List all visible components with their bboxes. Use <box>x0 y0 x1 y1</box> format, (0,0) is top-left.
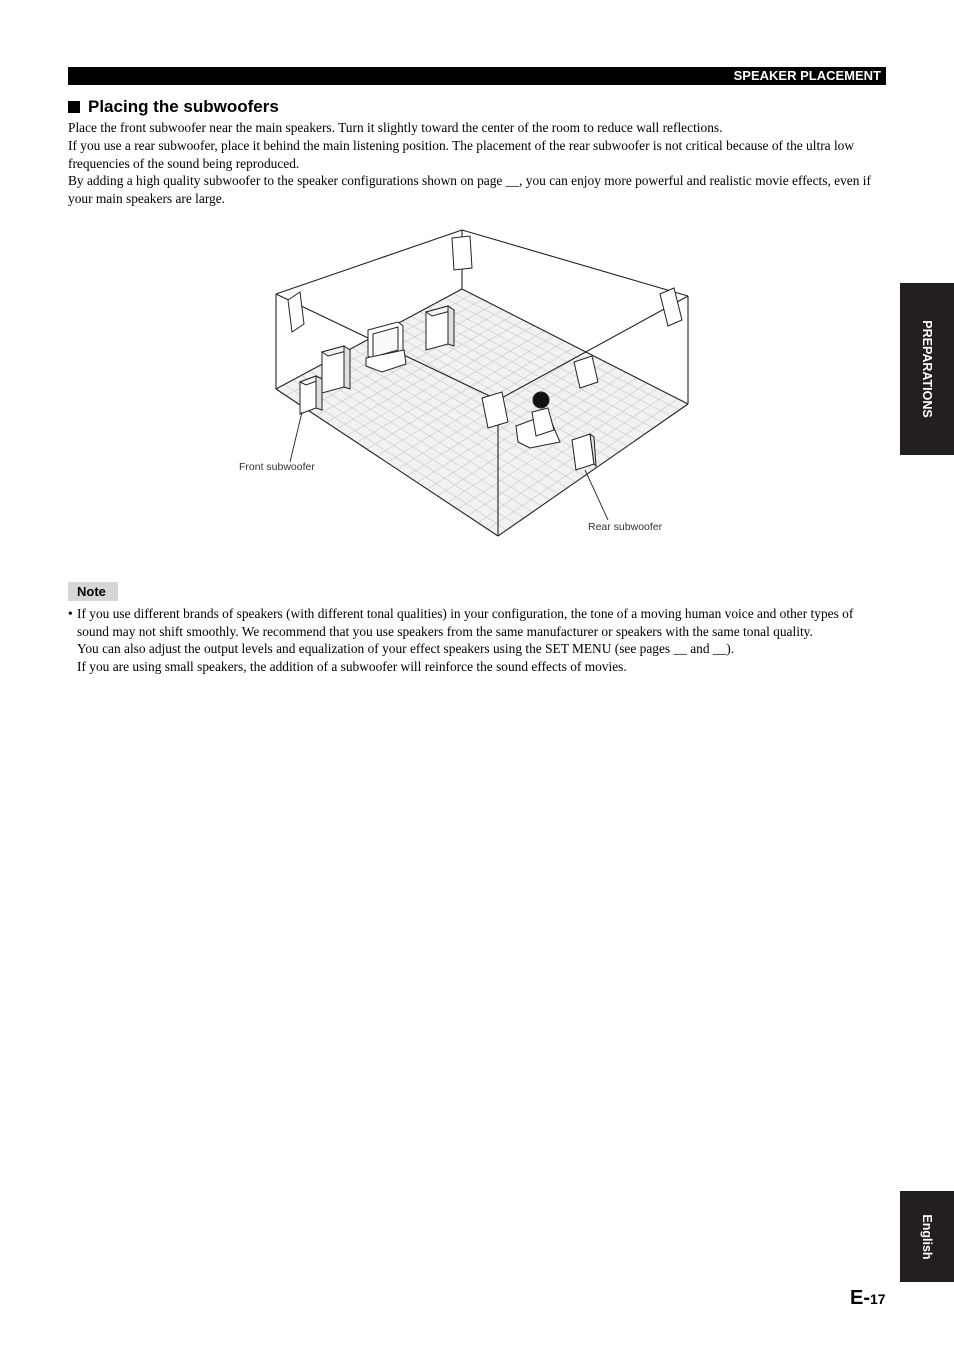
rear-subwoofer-leader <box>585 470 608 520</box>
preparations-tab-label: PREPARATIONS <box>920 320 934 418</box>
language-tab-label: English <box>920 1213 934 1260</box>
note-bullet-item <box>68 605 880 640</box>
note-label: Note <box>68 582 118 601</box>
note-first-line: If you use different brands of speakers (with different tonal qualities) in your configuration, the tone of a moving human voice and other types of sound may not shift smoothly. We recommend that you use speakers from the same manufacturer or speakers with the same tonal quality. <box>77 606 854 639</box>
paragraph-rear-subwoofer: If you use a rear subwoofer, place it behind the main listening position. The placement of the rear subwoofer is not critical because of the ultra low frequencies of the sound being reproduced. <box>68 137 855 171</box>
section-body <box>68 119 878 208</box>
front-left-speaker-icon <box>322 346 350 393</box>
television-icon <box>366 322 406 372</box>
room-floor <box>276 289 688 536</box>
front-subwoofer-icon <box>300 376 322 414</box>
note-third-line: If you are using small speakers, the addition of a subwoofer will reinforce the sound effects of movies. <box>77 658 627 674</box>
left-wall-speaker-icon <box>288 292 304 332</box>
language-tab <box>900 1191 954 1282</box>
front-right-speaker-icon <box>426 306 454 350</box>
rear-subwoofer-icon <box>572 434 596 470</box>
section-heading <box>68 96 279 118</box>
section-header-label: SPEAKER PLACEMENT <box>733 68 881 83</box>
black-square-icon <box>68 101 80 113</box>
section-title: Placing the subwoofers <box>88 97 279 116</box>
note-second-line: You can also adjust the output levels and equalization of your effect speakers using the SET MENU (see pages __ and __). <box>77 641 735 657</box>
section-header-bar <box>68 67 886 85</box>
page-digits: 17 <box>870 1291 886 1307</box>
rear-subwoofer-label: Rear subwoofer <box>588 521 663 533</box>
note-body <box>68 605 880 675</box>
bullet-icon: • <box>68 606 73 621</box>
page-number <box>850 1287 886 1310</box>
center-wall-speaker-icon <box>452 236 472 270</box>
front-subwoofer-leader <box>290 412 302 462</box>
room-diagram-svg <box>236 224 706 546</box>
front-subwoofer-label: Front subwoofer <box>239 461 315 473</box>
paragraph-high-quality: By adding a high quality subwoofer to the speaker configurations shown on page __, you can enjoy more powerful and realistic movie effects, even if your main speakers are large. <box>68 173 871 207</box>
preparations-tab <box>900 283 954 455</box>
page-prefix: E- <box>850 1287 870 1309</box>
paragraph-front-subwoofer: Place the front subwoofer near the main speakers. Turn it slightly toward the center of the room to reduce wall reflections. <box>68 120 723 135</box>
room-illustration <box>236 224 706 546</box>
